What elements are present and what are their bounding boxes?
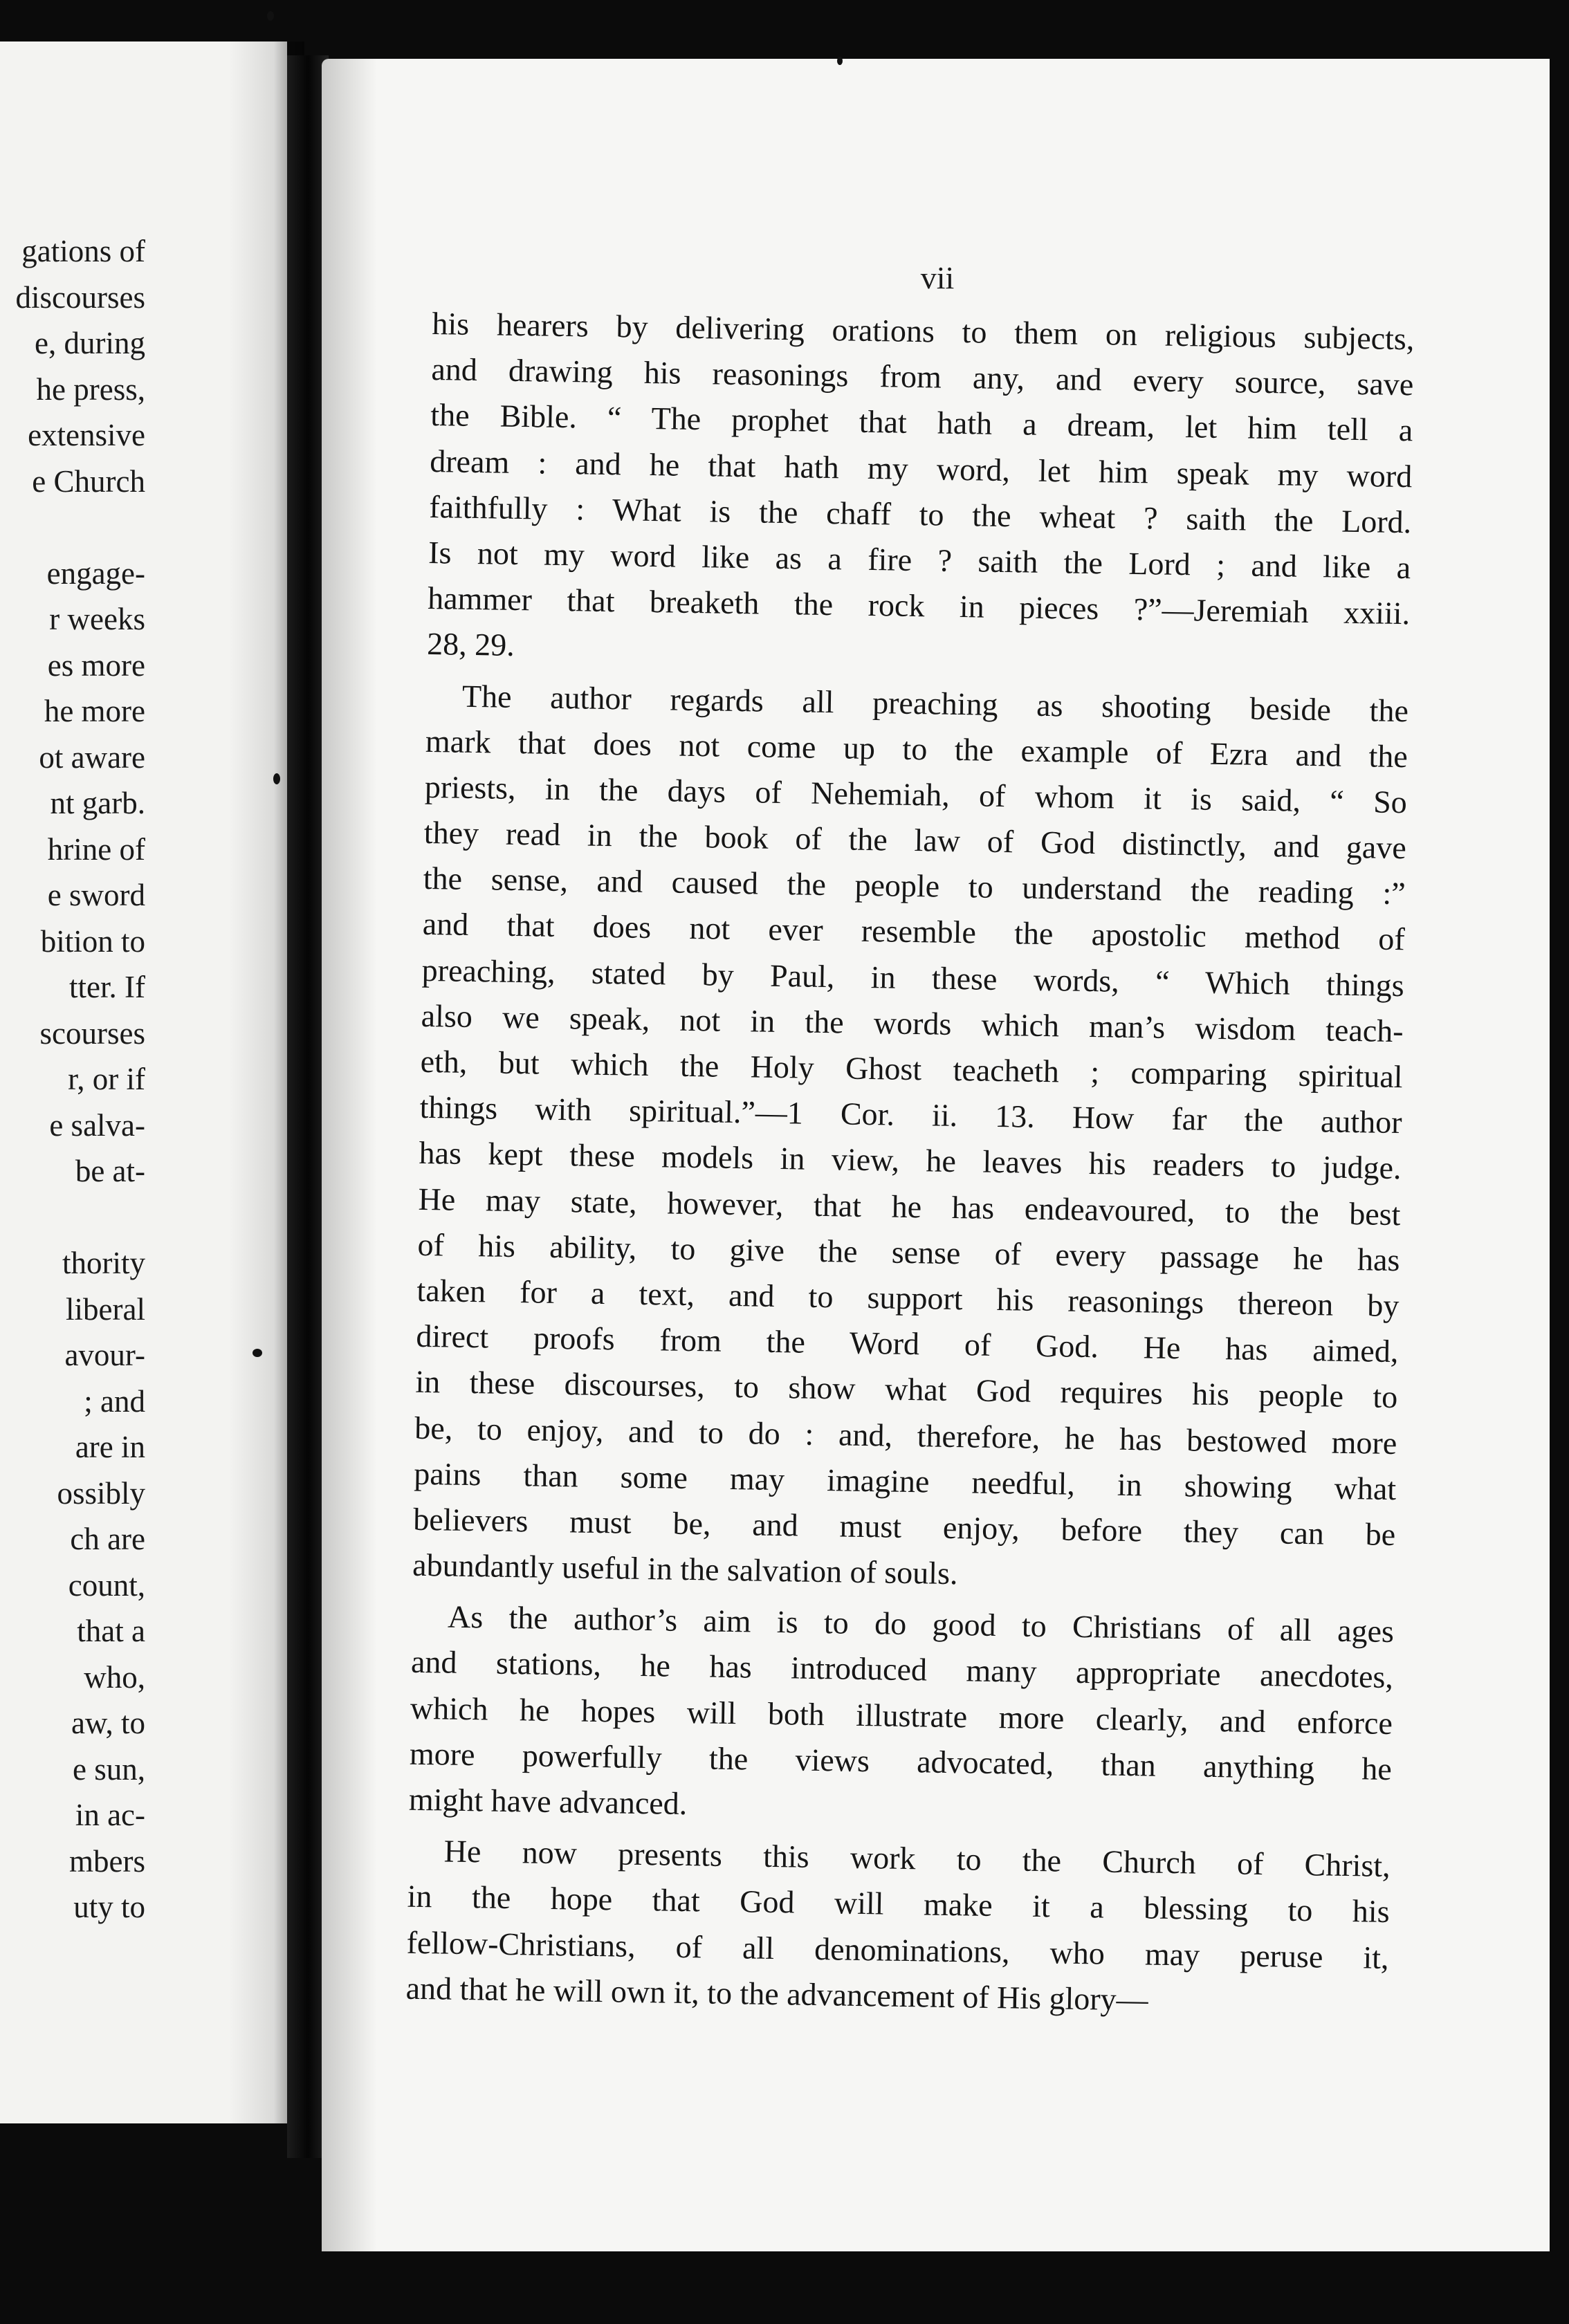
text-line: in the hope that God will make it a blessing to his: [407, 1879, 1390, 1930]
text-line: has kept these models in view, he leaves his readers to judge.: [419, 1135, 1402, 1186]
text-line: Is not my word like as a fire ? saith the Lord ; and like a: [428, 534, 1411, 586]
facing-page-line: e sword: [47, 878, 145, 912]
text-line: hammer that breaketh the rock in pieces ?”—Jeremiah xxiii.: [427, 580, 1411, 631]
text-line: the sense, and caused the people to understand the reading :”: [423, 860, 1406, 912]
text-line: his hearers by delivering orations to them on religious subjects,: [432, 305, 1415, 357]
paragraph: [412, 672, 1409, 1603]
facing-page-line: es more: [47, 647, 145, 683]
facing-page-line: [0, 1195, 145, 1241]
text-line: pains than some may imagine needful, in showing what: [413, 1455, 1397, 1506]
text-line: might have advanced.: [408, 1781, 688, 1822]
scan-speck: [253, 1349, 262, 1357]
text-line: also we speak, not in the words which man’s wisdom teach-: [421, 997, 1404, 1049]
text-line: taken for a text, and to support his reasonings thereon by: [416, 1272, 1400, 1324]
text-line: believers must be, and must enjoy, before they can be: [412, 1501, 1396, 1552]
text-line: dream : and he that hath my word, let him speak my word: [429, 443, 1413, 494]
facing-page-line: that a: [77, 1614, 145, 1648]
text-line: abundantly useful in the salvation of souls.: [412, 1547, 958, 1592]
facing-page-line: ch are: [70, 1522, 145, 1556]
facing-page-line: [0, 504, 145, 551]
text-line: of his ability, to give the sense of every passage he has: [417, 1226, 1400, 1278]
facing-page-line: hrine of: [47, 831, 145, 867]
text-line: priests, in the days of Nehemiah, of whom it is said, “ So: [424, 768, 1408, 820]
facing-page-line: e salva-: [49, 1107, 145, 1143]
scan-speck: [273, 773, 280, 784]
facing-page-line: liberal: [66, 1291, 145, 1327]
paragraph: [405, 1828, 1391, 2027]
facing-page-line: he more: [44, 694, 145, 728]
facing-page-line: uty to: [73, 1890, 145, 1924]
paragraph: [408, 1594, 1394, 1838]
facing-page-line: be at-: [75, 1154, 145, 1188]
facing-page-line: ossibly: [57, 1475, 145, 1511]
facing-page-line: engage-: [46, 555, 145, 591]
facing-page-text: [0, 228, 145, 1930]
text-line: and drawing his reasonings from any, and every source, save: [431, 351, 1414, 403]
facing-page-line: nt garb.: [50, 786, 145, 820]
text-line: be, to enjoy, and to do : and, therefore, he has bestowed more: [414, 1410, 1397, 1461]
facing-page-line: he press,: [36, 371, 145, 407]
text-line: He may state, however, that he has endeavoured, to the best: [418, 1181, 1401, 1232]
text-line: faithfully : What is the chaff to the wheat ? saith the Lord.: [428, 488, 1412, 540]
facing-page-line: ot aware: [39, 739, 145, 775]
facing-page-line: e sun,: [73, 1751, 145, 1787]
text-line: and that he will own it, to the advancement of His glory—: [405, 1970, 1149, 2018]
facing-page-line: r, or if: [68, 1062, 145, 1096]
facing-page-line: bition to: [40, 923, 145, 959]
facing-page-line: discourses: [15, 279, 145, 315]
facing-page-line: e Church: [32, 463, 145, 499]
text-line: preaching, stated by Paul, in these words, “ Which things: [421, 952, 1405, 1003]
text-line: things with spiritual.”—1 Cor. ii. 13. How far the author: [419, 1089, 1402, 1141]
text-line: the Bible. “ The prophet that hath a dream, let him tell a: [430, 397, 1413, 448]
text-line: eth, but which the Holy Ghost teacheth ; comparing spiritual: [420, 1043, 1403, 1095]
facing-page-line: scourses: [39, 1015, 145, 1051]
facing-page-line: count,: [68, 1567, 145, 1603]
facing-page-line: ; and: [84, 1383, 145, 1419]
text-line: they read in the book of the law of God distinctly, and gave: [423, 814, 1407, 866]
facing-page-line: mbers: [69, 1843, 145, 1879]
text-line: direct proofs from the Word of God. He has aimed,: [416, 1318, 1399, 1370]
facing-page-line: avour-: [64, 1338, 145, 1372]
page-number: vii: [920, 260, 955, 295]
text-line: more powerfully the views advocated, than anything he: [409, 1735, 1393, 1787]
scan-speck: [267, 11, 274, 21]
facing-page-line: aw, to: [71, 1706, 145, 1740]
scan-speck: [837, 57, 843, 65]
facing-page-line: thority: [62, 1246, 145, 1280]
facing-page-line: r weeks: [49, 602, 145, 636]
text-line: which he hopes will both illustrate more clearly, and enforce: [410, 1690, 1393, 1741]
text-line: in these discourses, to show what God requires his people to: [415, 1364, 1398, 1415]
page-edge-shadow: [322, 59, 377, 2251]
facing-page-line: are in: [75, 1430, 145, 1464]
text-line: mark that does not come up to the example of Ezra and the: [425, 723, 1409, 774]
facing-page-line: tter. If: [69, 970, 145, 1004]
facing-page-line: in ac-: [75, 1798, 145, 1832]
main-page: [322, 59, 1550, 2251]
text-line: fellow-Christians, of all denominations, who may peruse it,: [406, 1924, 1389, 1975]
facing-page-line: who,: [84, 1659, 145, 1695]
facing-page-line: extensive: [28, 418, 145, 452]
text-line: He now presents this work to the Church of Christ,: [443, 1833, 1391, 1884]
facing-page-line: e, during: [35, 326, 145, 360]
text-line: The author regards all preaching as shooting beside the: [461, 678, 1409, 728]
text-line: 28, 29.: [426, 626, 515, 663]
paragraph: [427, 301, 1415, 683]
text-line: and that does not ever resemble the apostolic method of: [422, 906, 1406, 957]
text-line: As the author’s aim is to do good to Christians of all ages: [447, 1598, 1395, 1650]
text-line: and stations, he has introduced many appropriate anecdotes,: [410, 1644, 1394, 1695]
body-text: [405, 301, 1415, 2027]
facing-page-line: gations of: [21, 234, 145, 268]
